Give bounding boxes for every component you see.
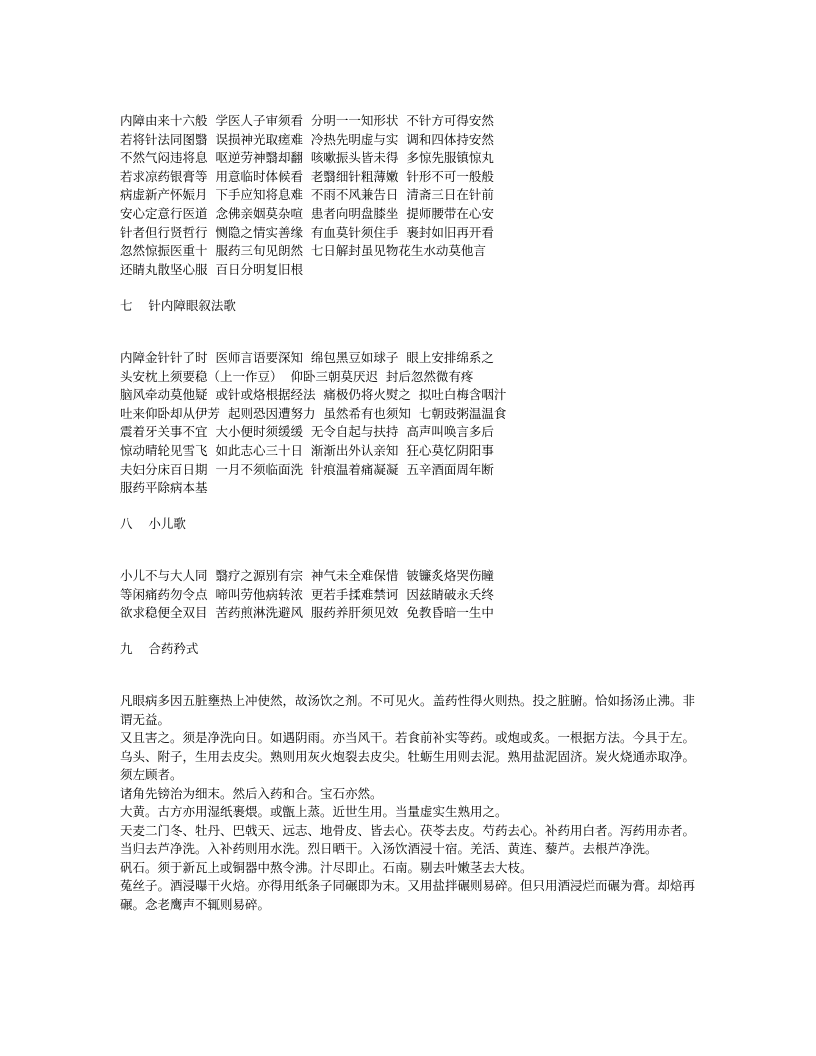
poem-line: 惊动晴轮见雪飞 如此志心三十日 渐渐出外认亲知 狂心莫忆阴阳事 xyxy=(120,442,494,458)
paragraph: 乌头、附子，生用去皮尖。熟则用灰火炮裂去皮尖。牡蛎生用则去泥。熟用盐泥固济。炭火烧通赤取净。须左顾者。 xyxy=(120,748,696,782)
paragraph: 矾石。须于新瓦上或铜器中熬令沸。汁尽即止。石南。剔去叶嫩茎去大枝。 xyxy=(120,859,533,875)
section-8-poem xyxy=(120,567,494,623)
section-9-body xyxy=(120,692,696,914)
poem-line: 脑风牵动莫他疑 或针或烙根据经法 痛极仍将火熨之 拟吐白梅含咽汁 xyxy=(120,387,507,403)
poem-line: 安心定意行医道 念佛亲姻莫杂喧 患者向明盘膝坐 提师腰带在心安 xyxy=(120,205,494,221)
poem-line: 忽然惊振医重十 服药三旬见朗然 七日解封虽见物花生水动莫他言 xyxy=(120,243,486,259)
poem-line: 不然气闷违将息 呕逆劳神翳却翻 咳嗽振头皆未得 多惊先服镇惊丸 xyxy=(120,150,494,166)
poem-line: 若求凉药银膏等 用意临时体候看 老翳细针粗薄嫩 针形不可一般般 xyxy=(120,168,494,184)
poem-line: 等闲痛药勿令点 啼叫劳他病转浓 更若手揉难禁诃 因兹睛破永夭终 xyxy=(120,586,494,602)
paragraph: 天麦二门冬、牡丹、巴戟天、远志、地骨皮、皆去心。茯苓去皮。芍药去心。补药用白者。泻药用赤者。当归去芦净洗。入补药则用水洗。烈日晒干。入汤饮酒浸十宿。羌活、黄连、藜芦。去根芦净洗。 xyxy=(120,822,696,856)
poem-line: 小儿不与大人同 翳疗之源别有宗 神气未全难保惜 铍镰炙烙哭伤瞳 xyxy=(120,568,494,583)
poem-line: 吐来仰卧却从伊芳 起则恐因遭努力 虽然希有也须知 七朝豉粥温温食 xyxy=(120,405,507,421)
poem-line: 震着牙关事不宜 大小便时须缓缓 无令自起与扶持 高声叫唤言多后 xyxy=(120,424,494,440)
poem-line: 夫妇分床百日期 一月不须临面洗 针痕温着痛凝凝 五辛酒面周年断 xyxy=(120,461,494,477)
poem-line: 服药平除病本基 xyxy=(120,480,208,496)
section-6-poem xyxy=(120,112,494,279)
paragraph: 诸角先镑治为细末。然后入药和合。宝石亦然。 xyxy=(120,785,383,801)
poem-line: 内障由来十六般 学医人子审须看 分明一一知形状 不针方可得安然 xyxy=(120,113,494,128)
section-9-heading: 九 合药矜式 xyxy=(120,641,199,656)
poem-line: 病虚新产怀娠月 下手应知将息难 不雨不风兼告日 清斋三日在针前 xyxy=(120,187,494,203)
paragraph: 又且害之。须是净洗向日。如遇阴雨。亦当风干。若食前补实等药。或炮或炙。一根据方法。今具于左。 xyxy=(120,730,696,745)
poem-line: 还睛丸散坚心服 百日分明复旧根 xyxy=(120,261,303,277)
paragraph: 菟丝子。酒浸曝干火焙。亦得用纸条子同碾即为末。又用盐拌碾则易碎。但只用酒浸烂而碾为膏。却焙再碾。念老鹰声不辄则易碎。 xyxy=(120,878,696,912)
section-7-heading: 七 针内障眼叙法歌 xyxy=(120,298,236,313)
poem-line: 针者但行贤哲行 恻隐之情实善缘 有血莫针须住手 裹封如旧再开看 xyxy=(120,224,494,240)
paragraph: 大黄。古方亦用湿纸裹煨。或甑上蒸。近世生用。当量虚实生熟用之。 xyxy=(120,804,508,819)
poem-line: 内障金针针了时 医师言语要深知 绵包黑豆如球子 眼上安排绵系之 xyxy=(120,350,494,365)
poem-line: 欲求稳便全双目 苦药煎淋洗避风 服药养肝须见效 免教昏暗一生中 xyxy=(120,605,494,621)
section-8-heading: 八 小儿歌 xyxy=(120,516,186,531)
paragraph: 凡眼病多因五脏壅热上冲使然，故汤饮之剂。不可见火。盖药性得火则热。投之脏腑。恰如扬汤止沸。非谓无益。 xyxy=(120,693,696,727)
section-7-poem xyxy=(120,349,506,498)
poem-line: 若将针法同图翳 误损神光取瘥难 冷热先明虚与实 调和四体持安然 xyxy=(120,131,494,147)
poem-line: 头安枕上须要稳（上一作豆） 仰卧三朝莫厌迟 封后忽然微有疼 xyxy=(120,368,474,384)
